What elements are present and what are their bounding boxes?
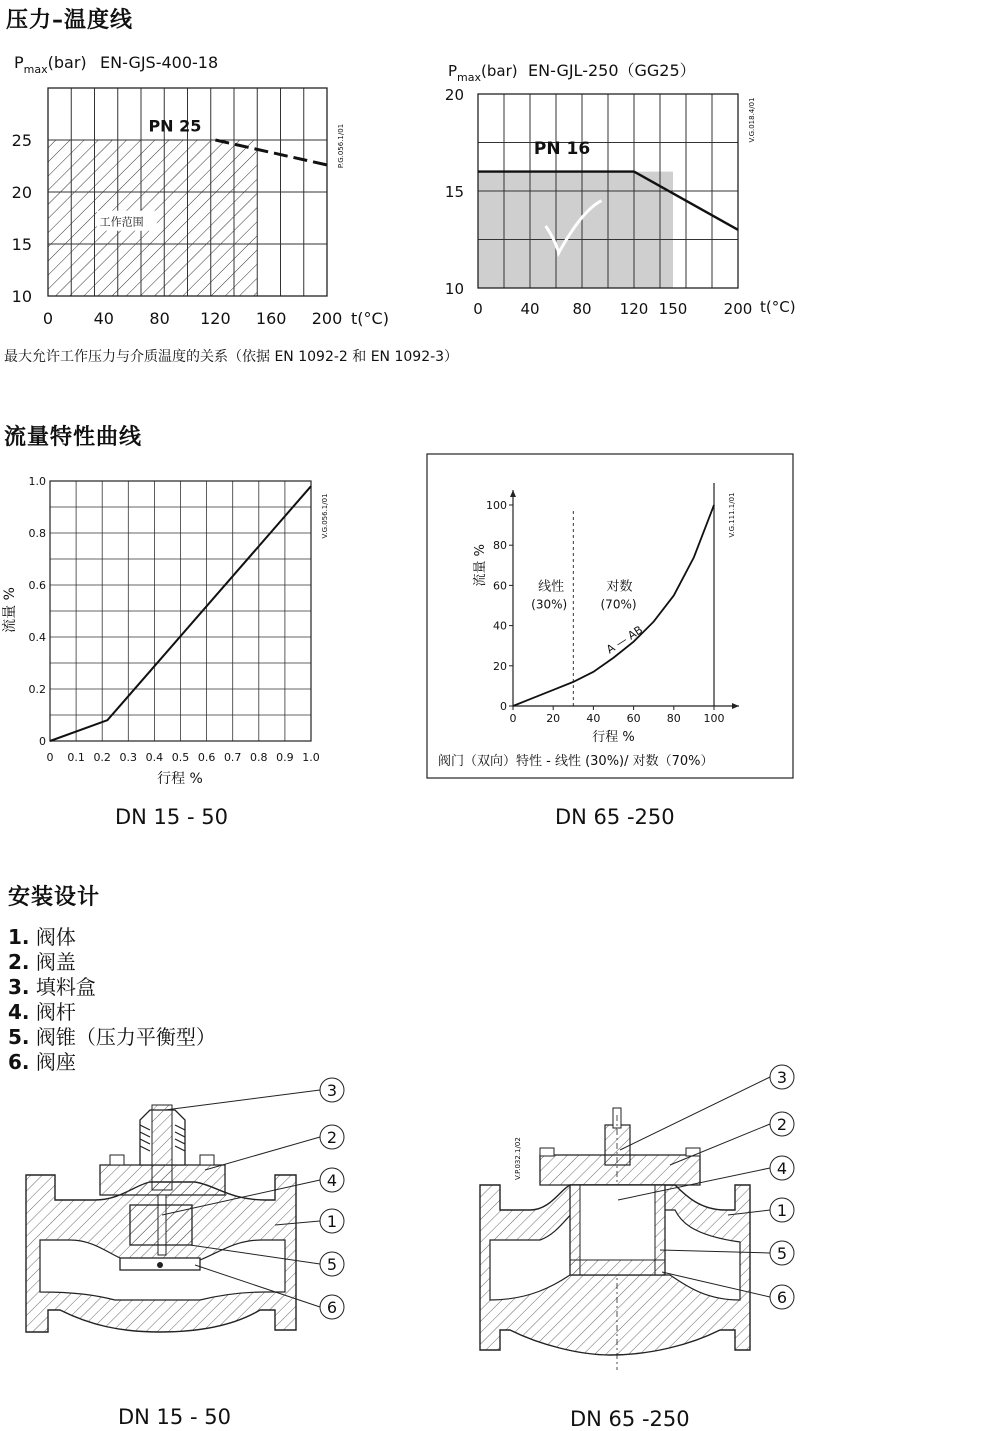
x-tick: 200 <box>311 309 343 328</box>
svg-text:5: 5 <box>776 1244 788 1263</box>
x-tick: 160 <box>255 309 287 328</box>
y-tick: 0 <box>39 735 46 748</box>
chart-flow-log <box>426 453 796 781</box>
x-tick: 40 <box>93 309 114 328</box>
flow-caption-right: DN 65 -250 <box>555 805 675 829</box>
valve-drawing-large <box>470 1060 810 1380</box>
x-tick: 40 <box>520 300 540 318</box>
part-item-4: 4. 阀杆 <box>8 1000 76 1024</box>
part-item-6: 6. 阀座 <box>8 1050 76 1074</box>
region-right-pct: (70%) <box>600 597 637 612</box>
x-tick: 80 <box>572 300 592 318</box>
x-tick: 0.2 <box>93 751 111 764</box>
chart-pt-right <box>420 40 820 340</box>
x-tick: 0.9 <box>276 751 294 764</box>
svg-text:3: 3 <box>326 1081 338 1100</box>
chart-code: V.G.018.4/01 <box>748 97 756 143</box>
x-tick: 0.7 <box>223 751 242 764</box>
x-tick: 0.3 <box>119 751 138 764</box>
part-item-2: 2. 阀盖 <box>8 950 76 974</box>
svg-text:6: 6 <box>326 1298 338 1317</box>
x-label: t(°C) <box>760 298 796 316</box>
material-label: EN-GJS-400-18 <box>100 53 219 72</box>
x-tick: 80 <box>149 309 170 328</box>
x-label: t(°C) <box>351 309 389 328</box>
y-tick: 0 <box>500 700 507 713</box>
svg-text:4: 4 <box>326 1171 338 1190</box>
x-tick: 60 <box>626 712 641 725</box>
callouts-right <box>770 1065 794 1309</box>
section-title-install: 安装设计 <box>8 885 101 910</box>
y-tick: 0.4 <box>28 631 46 644</box>
y-label: 流量 % <box>2 587 18 633</box>
x-tick: 0.4 <box>145 751 164 764</box>
x-tick: 0.8 <box>250 751 268 764</box>
y-tick: 100 <box>486 499 507 512</box>
y-tick: 0.6 <box>28 579 46 592</box>
y-tick: 40 <box>493 619 507 633</box>
y-label: $P_{max}(bar)$ <box>448 62 518 84</box>
x-tick: 80 <box>666 712 681 725</box>
pn-label: PN 25 <box>148 116 202 136</box>
region-label: 工作范围 <box>99 215 144 229</box>
region-left: 线性 <box>538 579 565 595</box>
svg-text:5: 5 <box>326 1255 338 1274</box>
chart-footer: 阀门（双向）特性 - 线性 (30%)/ 对数（70%） <box>438 754 714 769</box>
chart-code: V.G.111.1/01 <box>728 492 736 538</box>
x-tick: 120 <box>619 300 649 318</box>
y-tick: 20 <box>493 659 507 673</box>
y-tick: 80 <box>493 539 507 553</box>
y-tick: 0.2 <box>28 683 46 696</box>
x-label: 行程 % <box>592 730 635 745</box>
chart-flow-linear <box>0 470 340 790</box>
y-tick: 20 <box>444 86 464 104</box>
x-tick: 0.5 <box>171 751 190 764</box>
pt-caption: 最大允许工作压力与介质温度的关系（依据 EN 1092-2 和 EN 1092-3） <box>4 349 459 365</box>
x-tick: 150 <box>658 300 688 318</box>
svg-text:6: 6 <box>776 1288 788 1307</box>
y-tick: 15 <box>444 183 464 201</box>
svg-text:3: 3 <box>776 1068 788 1087</box>
shaded-region <box>478 172 673 288</box>
x-tick: 0 <box>42 309 54 328</box>
parts-list <box>8 925 216 1075</box>
region-right: 对数 <box>606 579 633 595</box>
chart-code: P.G.056.1/01 <box>337 123 345 169</box>
drawing-label-right: DN 65 -250 <box>570 1407 690 1431</box>
x-label: 行程 % <box>157 771 203 787</box>
y-tick: 25 <box>11 131 32 150</box>
flow-caption-left: DN 15 - 50 <box>115 805 228 829</box>
chart-pt-left <box>0 40 420 340</box>
callouts-left <box>320 1078 344 1319</box>
section-title-pressure-temp: 压力–温度线 <box>6 8 134 33</box>
x-tick: 200 <box>723 300 753 318</box>
x-axis-arrow <box>732 703 739 709</box>
chart-code: V.G.056.1/01 <box>321 493 329 539</box>
y-tick: 1.0 <box>28 475 46 488</box>
y-label: 流量 % <box>473 544 488 587</box>
y-label: $P_{max}(bar)$ <box>14 53 87 76</box>
part-item-3: 3. 填料盒 <box>8 975 96 999</box>
svg-text:1: 1 <box>776 1201 788 1220</box>
svg-text:1: 1 <box>326 1212 338 1231</box>
x-tick: 1.0 <box>302 751 320 764</box>
y-tick: 10 <box>11 287 32 306</box>
y-tick: 10 <box>444 280 464 298</box>
x-tick: 100 <box>703 712 725 725</box>
x-tick: 120 <box>200 309 231 328</box>
valve-drawing-small <box>0 1070 360 1390</box>
x-tick: 0 <box>473 300 483 318</box>
y-tick: 60 <box>493 579 507 593</box>
curve-label: A — AB <box>604 623 646 657</box>
x-tick: 0.1 <box>67 751 85 764</box>
x-tick: 20 <box>546 712 561 725</box>
drawing-label-left: DN 15 - 50 <box>118 1405 231 1429</box>
y-tick: 0.8 <box>28 527 46 540</box>
drawing-code: V.P.032.1/02 <box>514 1137 522 1180</box>
pn-label: PN 16 <box>533 139 591 160</box>
part-item-5: 5. 阀锥（压力平衡型） <box>8 1025 216 1049</box>
y-tick: 15 <box>11 235 32 254</box>
material-label: EN-GJL-250（GG25） <box>528 61 696 80</box>
x-tick: 0.6 <box>197 751 216 764</box>
svg-text:2: 2 <box>326 1128 338 1147</box>
part-item-1: 1. 阀体 <box>8 925 76 949</box>
y-axis-arrow <box>510 490 516 497</box>
svg-text:2: 2 <box>776 1115 788 1134</box>
region-left-pct: (30%) <box>531 597 568 612</box>
y-tick: 20 <box>11 183 32 202</box>
x-tick: 0 <box>509 712 517 725</box>
svg-text:4: 4 <box>776 1159 788 1178</box>
section-title-flow: 流量特性曲线 <box>4 425 143 450</box>
x-tick: 40 <box>586 712 601 725</box>
x-tick: 0 <box>46 751 54 764</box>
